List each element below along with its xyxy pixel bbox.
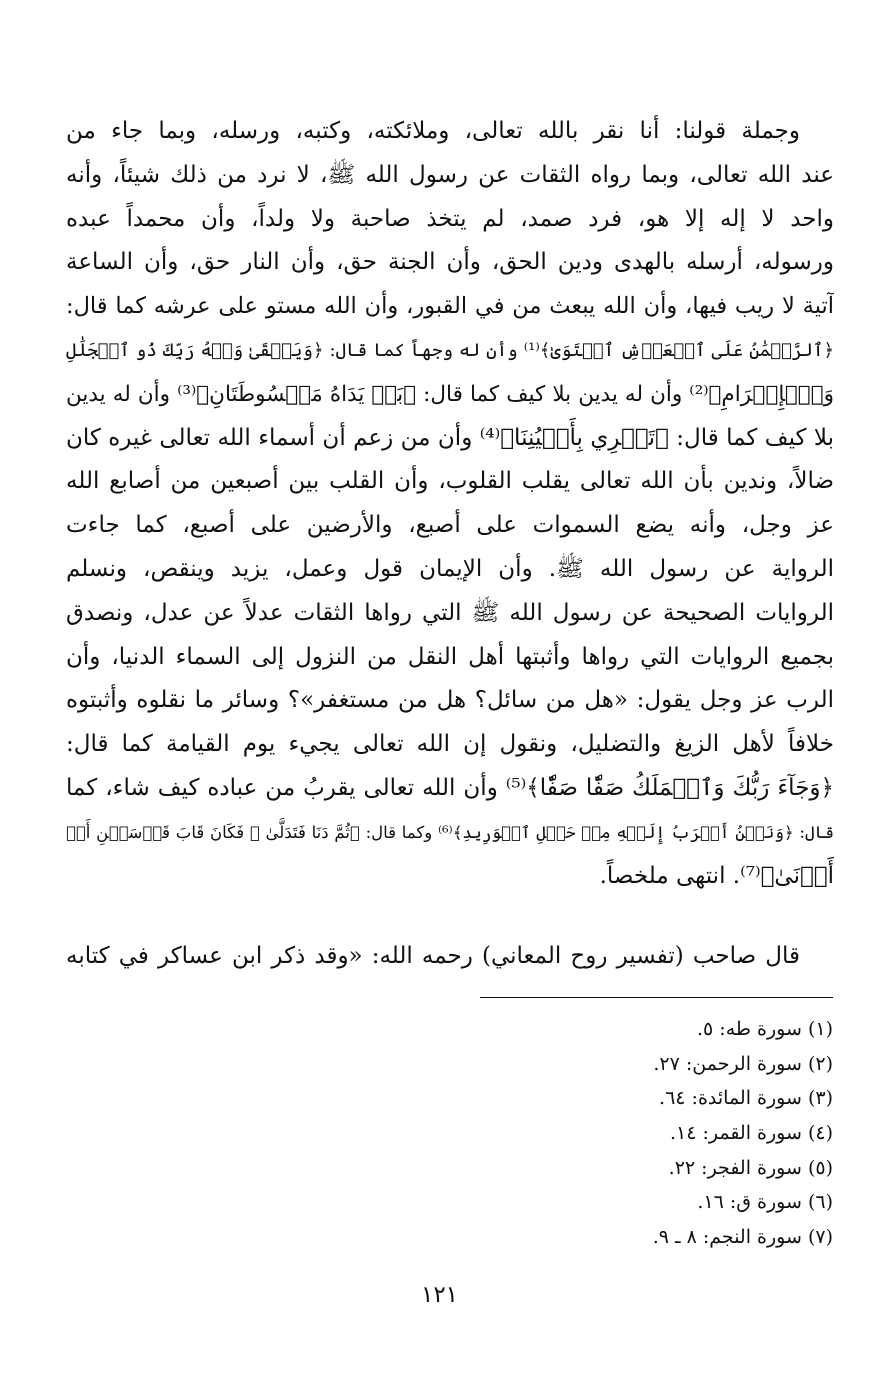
footnote-item: (٣) سورة المائدة: ٦٤.	[659, 1087, 833, 1110]
footnote-item: (٤) سورة القمر: ١٤.	[669, 1122, 833, 1145]
text-line: وَٱلۡإِكۡرَامِ﴾⁽²⁾ وأن له يدين بلا كيف كما قال: ﴿بَلۡ يَدَاهُ مَبۡسُوطَتَانِ﴾⁽³⁾ وأن له يدين	[66, 381, 834, 407]
text-line: آتية لا ريب فيها، وأن الله يبعث من في القبور، وأن الله مستو على عرشه كما قال:	[66, 293, 834, 320]
text-line: ضالاً، وندين بأن الله تعالى يقلب القلوب، وأن القلب بين أصبعين من أصابع الله	[66, 468, 834, 495]
text-line: ورسوله، أرسله بالهدى ودين الحق، وأن الجنة حق، وأن النار حق، وأن الساعة	[66, 249, 834, 276]
text-line: وجملة قولنا: أنا نقر بالله تعالى، وملائكته، وكتبه، ورسله، وبما جاء من	[66, 118, 800, 144]
main-paragraph	[66, 110, 834, 898]
footnote-item: (٥) سورة الفجر: ٢٢.	[668, 1156, 833, 1179]
footnote-item: (١) سورة طه: ٥.	[696, 1018, 833, 1040]
page-number: ١٢١	[420, 1282, 459, 1308]
text-line: قال صاحب (تفسير روح المعاني) رحمه الله: «وقد ذكر ابن عساكر في كتابه	[66, 943, 800, 969]
text-line: خلافاً لأهل الزيغ والتضليل، ونقول إن الله تعالى يجيء يوم القيامة كما قال:	[66, 731, 834, 758]
text-line: ﴿وَجَآءَ رَبُّكَ وَٱلۡمَلَكُ صَفّٗا صَفّٗا﴾⁽⁵⁾ وأن الله تعالى يقربُ من عباده كيف شاء، كما	[66, 774, 834, 801]
text-line: بلا كيف كما قال: ﴿تَجۡرِي بِأَعۡيُنِنَا﴾⁽⁴⁾ وأن من زعم أن أسماء الله تعالى غيره كان	[66, 424, 834, 451]
text-line: ﴿ٱلرَّحۡمَٰنُ عَلَى ٱلۡعَرۡشِ ٱسۡتَوَىٰ﴾⁽¹⁾ وأن له وجهاً كما قال: ﴿وَيَبۡقَىٰ وَجۡهُ رَبِّكَ ذُو ٱلۡجَلَٰلِ	[66, 339, 834, 361]
footnote-separator	[480, 997, 833, 998]
text-line: أَدۡنَىٰ﴾⁽⁷⁾. انتهى ملخصاً.	[599, 862, 834, 889]
footnotes	[440, 1012, 833, 1255]
text-line: قال: ﴿وَنَحۡنُ أَقۡرَبُ إِلَيۡهِ مِنۡ حَبۡلِ ٱلۡوَرِيدِ﴾⁽⁶⁾ وكما قال: ﴿ثُمَّ دَنَا فَتَدَلَّىٰ ۞ فَكَانَ قَابَ قَوۡسَيۡنِ أَوۡ	[66, 822, 834, 842]
text-line: عز وجل، وأنه يضع السموات على أصبع، والأرضين على أصبع، كما جاءت	[66, 512, 834, 539]
footnote-item: (٧) سورة النجم: ٨ ـ ٩.	[652, 1226, 833, 1249]
footnote-item: (٢) سورة الرحمن: ٢٧.	[653, 1052, 833, 1075]
footnote-item: (٦) سورة ق: ١٦.	[697, 1191, 833, 1214]
text-line: عند الله تعالى، وبما رواه الثقات عن رسول الله ﷺ، لا نرد من ذلك شيئاً، وأنه	[66, 161, 834, 188]
text-line: بجميع الروايات التي رواها وأثبتها أهل النقل من النزول إلى السماء الدنيا، وأن	[66, 643, 834, 670]
text-line: واحد لا إله إلا هو، فرد صمد، لم يتخذ صاحبة ولا ولداً، وأن محمداً عبده	[66, 205, 834, 232]
second-paragraph	[66, 935, 834, 979]
text-line: الرب عز وجل يقول: «هل من سائل؟ هل من مستغفر»؟ وسائر ما نقلوه وأثبتوه	[66, 687, 834, 714]
text-line: الروايات الصحيحة عن رسول الله ﷺ التي رواها الثقات عدلاً عن عدل، ونصدق	[66, 599, 834, 626]
text-line: الرواية عن رسول الله ﷺ. وأن الإيمان قول وعمل، يزيد وينقص، ونسلم	[66, 555, 834, 582]
